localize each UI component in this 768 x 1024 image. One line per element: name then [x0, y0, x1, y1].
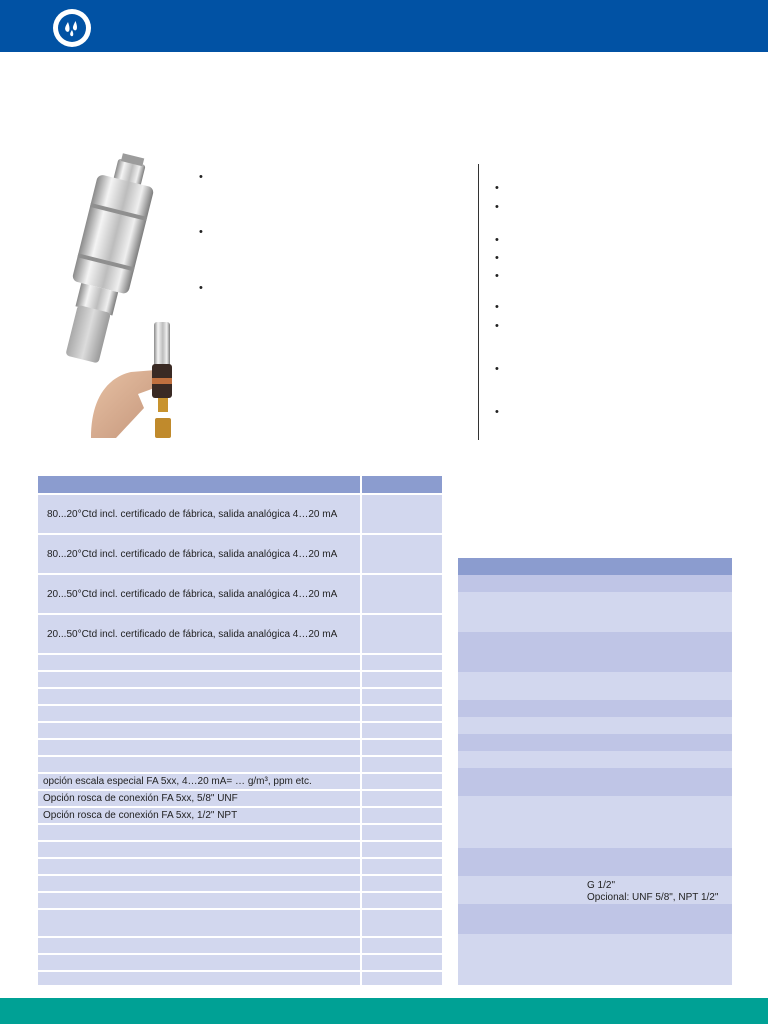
table-row: [458, 592, 732, 632]
feature-bullet: [199, 230, 205, 236]
table-row: [458, 575, 732, 592]
table-row: 20...50°Ctd incl. certificado de fábrica, salida analógica 4…20 mA: [38, 575, 442, 613]
table-row: Opción rosca de conexión FA 5xx, 5/8" UNF: [38, 791, 442, 806]
table-row: [38, 706, 442, 721]
column-divider: [478, 164, 479, 440]
table-row: Opción rosca de conexión FA 5xx, 1/2" NPT: [38, 808, 442, 823]
footer-bar: [0, 998, 768, 1024]
table-row: [38, 955, 442, 970]
table-row: [458, 848, 732, 876]
feature-bullet: [495, 367, 501, 373]
spec-table-header: [458, 558, 732, 575]
order-table-header: [38, 476, 442, 493]
table-row: [38, 672, 442, 687]
table-row: [38, 910, 442, 936]
table-row: 80...20°Ctd incl. certificado de fábrica, salida analógica 4…20 mA: [38, 535, 442, 573]
feature-bullet: [495, 410, 501, 416]
table-row: [38, 938, 442, 953]
table-row: [458, 904, 732, 934]
feature-bullet: [495, 256, 501, 262]
feature-bullet: [495, 186, 501, 192]
table-row: [458, 717, 732, 734]
water-drops-icon: [57, 13, 87, 43]
table-row: [458, 934, 732, 985]
feature-bullet: [495, 238, 501, 244]
table-row: [38, 655, 442, 670]
table-row: 80...20°Ctd incl. certificado de fábrica, salida analógica 4…20 mA: [38, 495, 442, 533]
table-row: [38, 893, 442, 908]
table-row: [458, 751, 732, 768]
table-row: [38, 842, 442, 857]
table-row: [38, 689, 442, 704]
table-row: [38, 972, 442, 985]
table-row: [38, 859, 442, 874]
table-row: [458, 768, 732, 796]
feature-bullet: [495, 324, 501, 330]
table-row: [458, 876, 732, 904]
table-row: [458, 734, 732, 751]
table-row: [38, 825, 442, 840]
table-row: [38, 740, 442, 755]
table-row: opción escala especial FA 5xx, 4…20 mA= … g/m³, ppm etc.: [38, 774, 442, 789]
header-bar: [0, 0, 768, 52]
feature-bullet: [495, 274, 501, 280]
table-row: [38, 723, 442, 738]
water-drops-logo: [53, 9, 91, 47]
table-row: [38, 876, 442, 891]
table-row: [458, 632, 732, 672]
dew-point-sensor-photo: [36, 150, 186, 440]
table-row: [38, 757, 442, 772]
feature-bullet: [495, 305, 501, 311]
feature-bullet: [199, 175, 205, 181]
thread-value: G 1/2" Opcional: UNF 5/8", NPT 1/2": [587, 880, 719, 903]
feature-bullet: [199, 286, 205, 292]
table-row: [458, 700, 732, 717]
table-row: [458, 672, 732, 700]
table-row: [458, 796, 732, 848]
feature-bullet: [495, 205, 501, 211]
table-row: 20...50°Ctd incl. certificado de fábrica, salida analógica 4…20 mA: [38, 615, 442, 653]
